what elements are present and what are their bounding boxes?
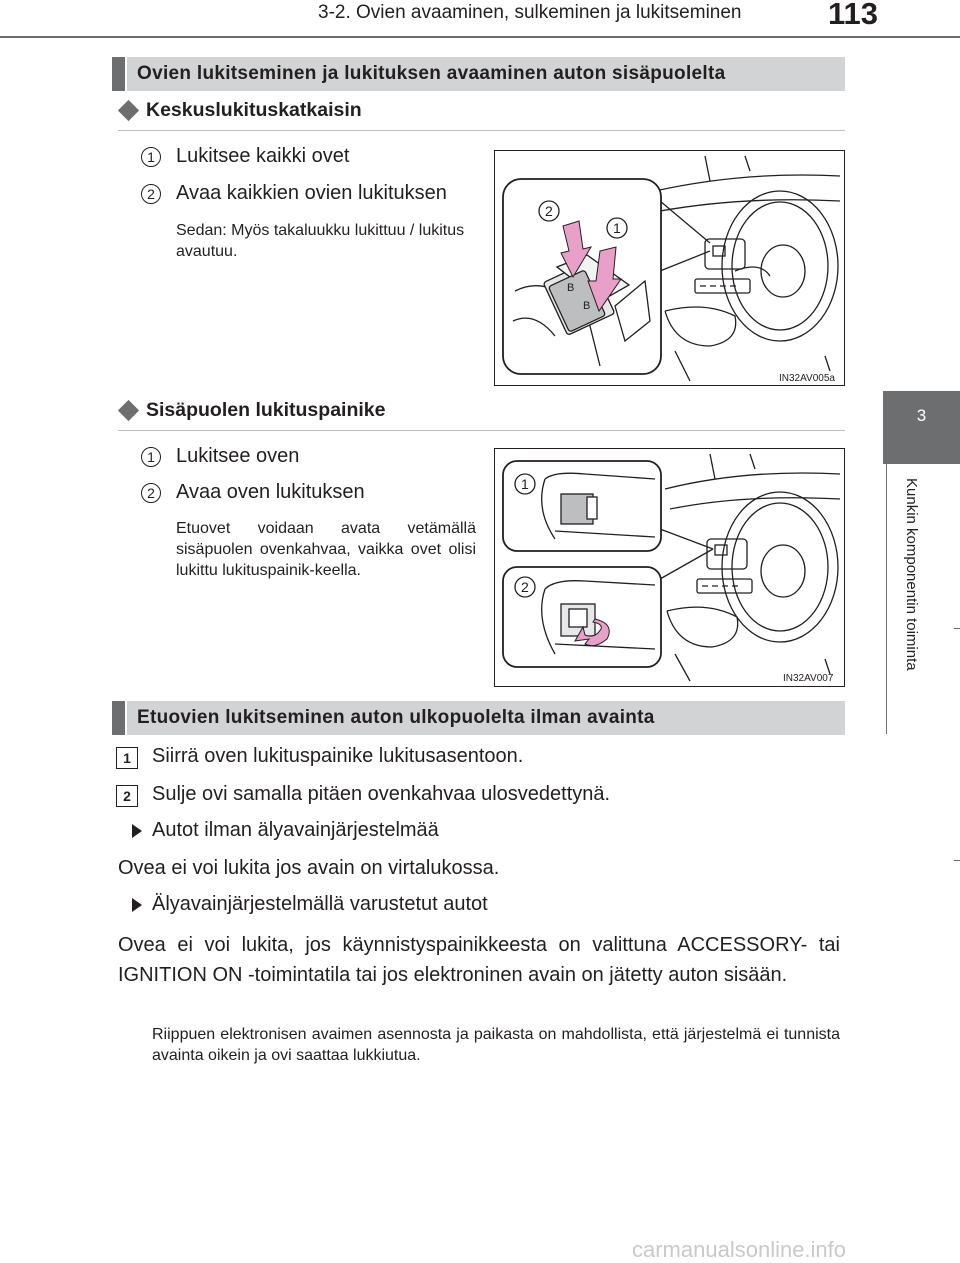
case-text: Ovea ei voi lukita jos avain on virtalukossa. (118, 857, 500, 879)
heading-block (112, 701, 125, 735)
arrow-bullet-icon (132, 898, 142, 912)
subheading-text: Sisäpuolen lukituspainike (146, 399, 386, 421)
header-divider (0, 36, 960, 38)
callout-1: 1 (521, 476, 529, 492)
chapter-tab (883, 391, 960, 464)
section-heading-text: Ovien lukitseminen ja lukituksen avaaminen auton sisäpuolelta (127, 57, 845, 91)
figure-illustration (495, 449, 845, 687)
case-note: Riippuen elektronisen avaimen asennosta ja paikasta on mahdollista, että järjestelmä ei tunnista avainta oikein ja ovi saattaa lukkiutua. (152, 1026, 840, 1064)
side-tick (954, 628, 960, 629)
callout-2: 2 (545, 203, 553, 219)
note-text: Etuovet voidaan avata vetämällä sisäpuolen ovenkahvaa, vaikka ovet olisi lukittu lukituspainik-keella. (176, 520, 476, 579)
step-text: Sulje ovi samalla pitäen ovenkahvaa ulosvedettynä. (152, 783, 611, 805)
item-text: Lukitsee oven (176, 445, 300, 467)
subheading-text: Keskuslukituskatkaisin (146, 99, 362, 121)
section-heading-text: Etuovien lukitseminen auton ulkopuolelta ilman avainta (127, 701, 845, 735)
running-header: 3-2. Ovien avaaminen, sulkeminen ja lukitseminen (318, 2, 742, 23)
divider (118, 430, 845, 431)
svg-text:B: B (567, 282, 575, 294)
watermark: carmanualsonline.info (632, 1237, 847, 1262)
divider (118, 130, 845, 131)
callout-1: 1 (613, 220, 621, 236)
item-text: Avaa oven lukituksen (176, 481, 365, 503)
heading-block (112, 57, 125, 91)
section-heading (112, 57, 845, 91)
page-number: 113 (828, 0, 879, 31)
step-number: 2 (116, 785, 138, 807)
figure-central-lock-switch (494, 150, 845, 386)
figure-code: IN32AV005a (779, 373, 835, 384)
figure-illustration (495, 151, 845, 386)
note-text: Sedan: Myös takaluukku lukittuu / lukitus avautuu. (176, 222, 465, 260)
svg-text:B: B (583, 300, 591, 312)
case-title: Älyavainjärjestelmällä varustetut autot (152, 893, 488, 915)
item-number: 1 (141, 447, 161, 467)
figure-code: IN32AV007 (783, 673, 834, 684)
step-text: Siirrä oven lukituspainike lukitusasentoon. (152, 745, 524, 767)
item-number: 1 (141, 147, 161, 167)
side-tick (954, 860, 960, 861)
item-text: Avaa kaikkien ovien lukituksen (176, 182, 447, 204)
diamond-bullet-icon (118, 400, 139, 421)
arrow-bullet-icon (132, 824, 142, 838)
item-number: 2 (141, 483, 161, 503)
section-heading (112, 701, 845, 735)
figure-inside-lock-button (494, 448, 845, 687)
item-number: 2 (141, 184, 161, 204)
chapter-number: 3 (916, 406, 927, 425)
case-title: Autot ilman älyavainjärjestelmää (152, 819, 439, 841)
subheading-inside-lock (118, 399, 385, 422)
diamond-bullet-icon (118, 100, 139, 121)
case-text: Ovea ei voi lukita, jos käynnistyspainikkeesta on valittuna ACCESSORY- tai IGNITION ON -toimintatila tai jos elektroninen avain on jätetty auton sisään. (118, 934, 840, 986)
step-number: 1 (116, 747, 138, 769)
subheading-central-lock (118, 99, 362, 122)
chapter-title: Kunkin komponentin toiminta (903, 478, 920, 671)
item-text: Lukitsee kaikki ovet (176, 145, 350, 167)
callout-2: 2 (521, 579, 529, 595)
side-divider (886, 464, 887, 734)
